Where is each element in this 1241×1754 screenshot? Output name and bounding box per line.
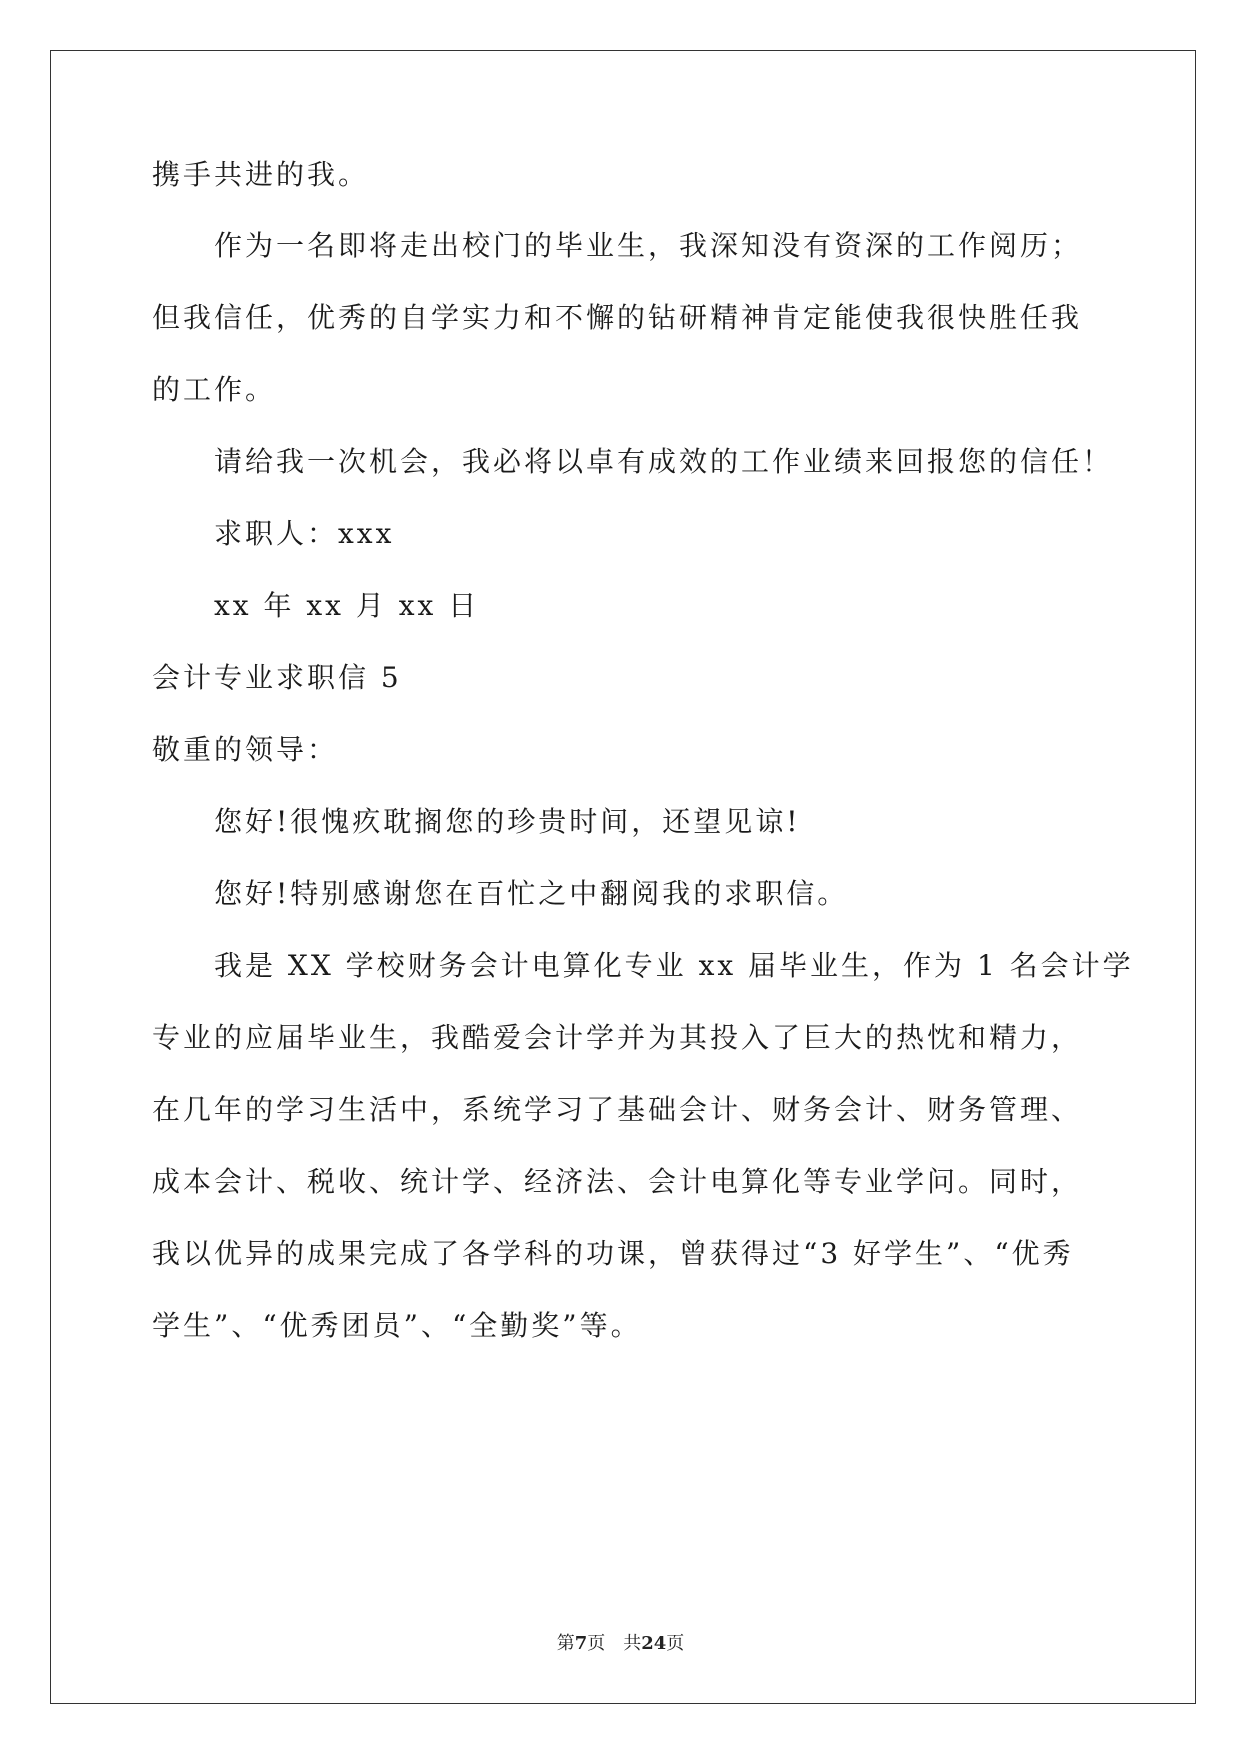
text-line: 携手共进的我。 xyxy=(152,158,370,191)
text-line: 我是 XX 学校财务会计电算化专业 xx 届毕业生，作为 1 名会计学 xyxy=(214,949,1134,982)
text-line: 在几年的学习生活中，系统学习了基础会计、财务会计、财务管理、 xyxy=(152,1093,1083,1126)
text-line: 的工作。 xyxy=(152,373,277,406)
page-number: 7 xyxy=(574,1633,588,1654)
text-line: 您好!特别感谢您在百忙之中翻阅我的求职信。 xyxy=(214,877,849,910)
footer-page-suffix: 页 xyxy=(587,1633,606,1654)
page-footer xyxy=(0,1632,1241,1656)
text-line: 专业的应届毕业生，我酷爱会计学并为其投入了巨大的热忱和精力， xyxy=(152,1021,1083,1054)
footer-total-prefix: 共 xyxy=(623,1633,642,1654)
section-heading: 会计专业求职信 5 xyxy=(152,661,402,694)
text-line: 请给我一次机会，我必将以卓有成效的工作业绩来回报您的信任！ xyxy=(214,445,1114,478)
salutation: 敬重的领导： xyxy=(152,733,339,766)
text-line: 您好!很愧疚耽搁您的珍贵时间，还望见谅! xyxy=(214,805,801,838)
footer-total-suffix: 页 xyxy=(666,1633,685,1654)
text-line: 作为一名即将走出校门的毕业生，我深知没有资深的工作阅历； xyxy=(214,229,1083,262)
total-pages: 24 xyxy=(641,1633,667,1654)
date-line: xx 年 xx 月 xx 日 xyxy=(214,589,480,622)
text-line: 学生”、“优秀团员”、“全勤奖”等。 xyxy=(152,1309,642,1342)
text-line: 成本会计、税收、统计学、经济法、会计电算化等专业学问。同时， xyxy=(152,1165,1083,1198)
text-line: 但我信任，优秀的自学实力和不懈的钻研精神肯定能使我很快胜任我 xyxy=(152,301,1083,334)
footer-prefix: 第 xyxy=(556,1633,575,1654)
signature-line: 求职人：xxx xyxy=(214,517,395,550)
text-line: 我以优异的成果完成了各学科的功课，曾获得过“3 好学生”、“优秀 xyxy=(152,1237,1074,1270)
